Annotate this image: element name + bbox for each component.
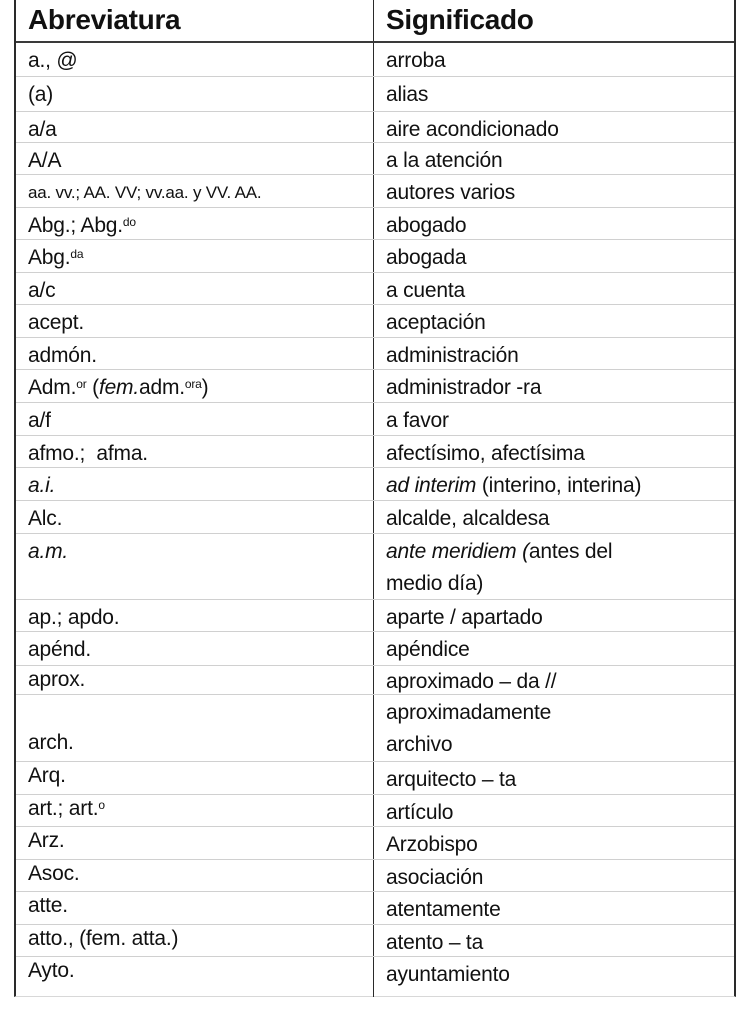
abbr-cell: a.i. xyxy=(28,474,56,497)
table-row xyxy=(16,143,734,175)
abbr-text: Abg. xyxy=(28,246,71,269)
meaning-cell: abogada xyxy=(386,246,467,269)
table-row xyxy=(16,240,734,273)
table-row xyxy=(16,501,734,534)
abbr-superscript: ora xyxy=(184,377,202,391)
table-row xyxy=(16,436,734,468)
abbr-superscript: o xyxy=(98,798,105,812)
meaning-italic: ad interim xyxy=(386,474,477,497)
meaning-cell: a la atención xyxy=(386,149,503,172)
meaning-cell: arroba xyxy=(386,49,446,72)
meaning-cell: autores varios xyxy=(386,181,516,204)
meaning-line-2: archivo xyxy=(386,733,453,756)
meaning-cell xyxy=(386,536,736,600)
header-abreviatura: Abreviatura xyxy=(28,4,181,35)
meaning-cell: artículo xyxy=(386,801,454,824)
table-row xyxy=(16,468,734,501)
abbr-cell: a.m. xyxy=(28,540,69,563)
abbr-cell: (a) xyxy=(28,83,54,106)
abbr-cell: acept. xyxy=(28,311,85,334)
abbr-cell: a/f xyxy=(28,409,51,432)
meaning-cell: a favor xyxy=(386,409,449,432)
meaning-cell: apéndice xyxy=(386,638,470,661)
meaning-cell: alias xyxy=(386,83,429,106)
abbr-text: adm. xyxy=(138,376,185,399)
abbr-superscript: da xyxy=(70,247,84,261)
abbr-cell: Arz. xyxy=(28,829,65,852)
meaning-cell xyxy=(386,470,736,502)
table-row xyxy=(16,632,734,666)
abbr-cell: Alc. xyxy=(28,507,63,530)
abbr-cell xyxy=(28,210,368,242)
abbr-text: art.; art. xyxy=(28,797,99,820)
abbr-text: Adm. xyxy=(28,376,77,399)
table-row xyxy=(16,795,734,827)
table-row xyxy=(16,957,734,997)
abbr-cell: atto., (fem. atta.) xyxy=(28,927,179,950)
meaning-cell: alcalde, alcaldesa xyxy=(386,507,550,530)
abbr-cell: atte. xyxy=(28,894,68,917)
abbr-cell xyxy=(28,242,368,274)
abbr-cell: ap.; apdo. xyxy=(28,606,120,629)
abbr-cell: Ayto. xyxy=(28,959,75,982)
abbreviations-table xyxy=(14,0,736,997)
abbr-cell: aa. vv.; AA. VV; vv.aa. y VV. AA. xyxy=(28,183,262,202)
meaning-cell xyxy=(386,697,736,761)
abbr-cell: arch. xyxy=(28,731,74,754)
table-row xyxy=(16,892,734,925)
table-row xyxy=(16,860,734,892)
abbr-superscript: do xyxy=(122,215,136,229)
meaning-cell: abogado xyxy=(386,214,467,237)
meaning-cell: aproximado – da // xyxy=(386,670,557,693)
table-row xyxy=(16,175,734,208)
abbr-cell: a/c xyxy=(28,279,56,302)
table-row xyxy=(16,762,734,795)
meaning-text: (interino, interina) xyxy=(476,474,642,497)
meaning-cell: atento – ta xyxy=(386,931,484,954)
table-row xyxy=(16,534,734,600)
meaning-cell: a cuenta xyxy=(386,279,465,302)
table-row xyxy=(16,925,734,957)
table-row xyxy=(16,273,734,305)
meaning-cell: arquitecto – ta xyxy=(386,768,517,791)
abbr-cell: Arq. xyxy=(28,764,66,787)
table-header-row xyxy=(16,0,734,43)
table-row xyxy=(16,43,734,77)
table-row xyxy=(16,338,734,370)
meaning-cell: aceptación xyxy=(386,311,486,334)
meaning-cell: aire acondicionado xyxy=(386,118,559,141)
table-row xyxy=(16,403,734,436)
abbr-cell: aprox. xyxy=(28,668,86,691)
abbr-cell: a., @ xyxy=(28,49,78,72)
meaning-cell: asociación xyxy=(386,866,484,889)
meaning-line-1: aproximadamente xyxy=(386,701,552,724)
meaning-cell: ayuntamiento xyxy=(386,963,510,986)
abbr-text: Abg.; Abg. xyxy=(28,214,123,237)
abbr-cell: A/A xyxy=(28,149,62,172)
abbr-superscript: or xyxy=(76,377,87,391)
meaning-cell: administración xyxy=(386,344,519,367)
meaning-text: antes del xyxy=(528,540,613,563)
abbr-cell: apénd. xyxy=(28,638,92,661)
abbr-cell: Asoc. xyxy=(28,862,80,885)
meaning-cell: administrador -ra xyxy=(386,376,542,399)
meaning-cell: atentamente xyxy=(386,898,501,921)
meaning-cell: aparte / apartado xyxy=(386,606,543,629)
meaning-line-1 xyxy=(386,536,736,568)
table-row xyxy=(16,208,734,240)
header-significado: Significado xyxy=(386,4,534,35)
abbr-cell: afmo.; afma. xyxy=(28,442,148,465)
table-row xyxy=(16,827,734,860)
table-row xyxy=(16,305,734,338)
abbr-cell xyxy=(28,793,368,825)
table-row xyxy=(16,77,734,112)
table-row xyxy=(16,370,734,403)
abbr-cell: Adm.$^{or}$ (fem.adm.$^{ora}$) xyxy=(28,376,209,399)
abbr-cell: admón. xyxy=(28,344,97,367)
table-row xyxy=(16,666,734,695)
meaning-cell: Arzobispo xyxy=(386,833,478,856)
table-row xyxy=(16,600,734,632)
abbr-italic: fem. xyxy=(98,376,139,399)
meaning-line-2: medio día) xyxy=(386,572,484,595)
table-row xyxy=(16,695,734,762)
meaning-cell: afectísimo, afectísima xyxy=(386,442,585,465)
abbr-cell: a/a xyxy=(28,118,57,141)
table-row xyxy=(16,112,734,143)
meaning-italic: ante meridiem ( xyxy=(386,540,529,563)
